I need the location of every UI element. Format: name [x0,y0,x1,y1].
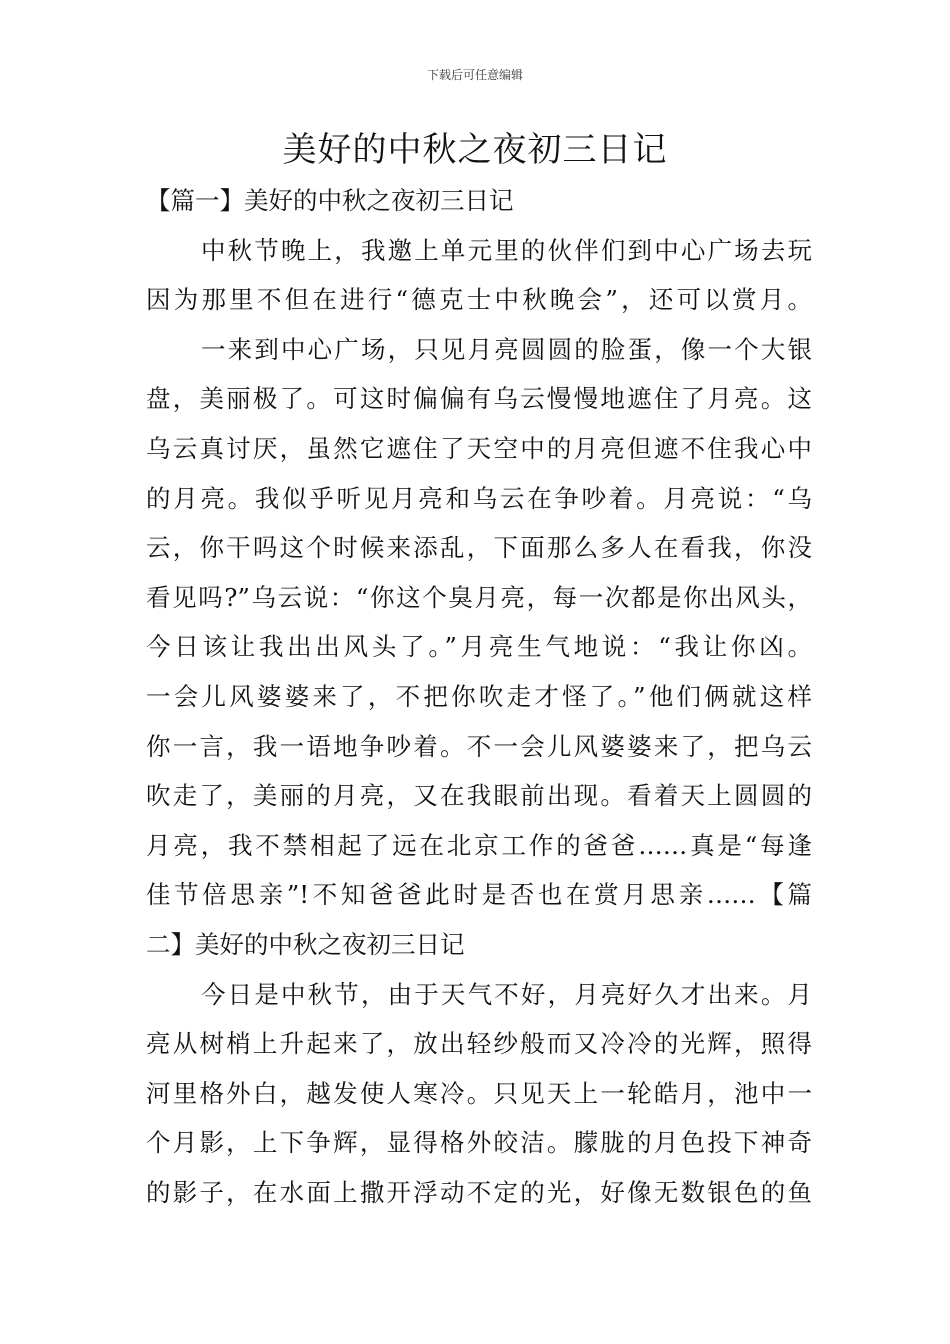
text-line: 亮从树梢上升起来了，放出轻纱般而又冷冷的光辉，照得 [146,1029,812,1059]
text-line: 因为那里不但在进行“德克士中秋晚会”，还可以赏月。 [146,285,812,315]
text-line: 个月影，上下争辉，显得格外皎洁。朦胧的月色投下神奇 [146,1128,812,1158]
text-line: 的影子，在水面上撒开浮动不定的光，好像无数银色的鱼 [146,1177,812,1207]
text-line: 盘，美丽极了。可这时偏偏有乌云慢慢地遮住了月亮。这 [146,384,812,414]
text-line: 你一言，我一语地争吵着。不一会儿风婆婆来了，把乌云 [146,731,812,761]
section-heading: 【篇一】美好的中秋之夜初三日记 [146,186,514,215]
text-line: 乌云真讨厌，虽然它遮住了天空中的月亮但遮不住我心中 [146,433,812,463]
document-body [146,176,812,1217]
text-line: 吹走了，美丽的月亮，又在我眼前出现。看着天上圆圆的 [146,781,812,811]
section-heading: 二】美好的中秋之夜初三日记 [146,929,465,959]
document-title: 美好的中秋之夜初三日记 [282,130,668,170]
text-line: 今日是中秋节，由于天气不好，月亮好久才出来。月 [201,979,812,1009]
text-line: 河里格外白，越发使人寒冷。只见天上一轮皓月，池中一 [146,1078,812,1108]
header-note: 下载后可任意编辑 [426,68,523,82]
text-line: 一来到中心广场，只见月亮圆圆的脸蛋，像一个大银 [201,334,812,364]
text-line: 云，你干吗这个时候来添乱，下面那么多人在看我，你没 [146,533,812,563]
text-line: 月亮，我不禁相起了远在北京工作的爸爸……真是“每逢 [146,830,812,860]
text-line: 看见吗?”乌云说：“你这个臭月亮，每一次都是你出风头， [146,582,812,612]
text-line: 佳节倍思亲”!不知爸爸此时是否也在赏月思亲……【篇 [146,880,812,910]
text-line: 一会儿风婆婆来了，不把你吹走才怪了。”他们俩就这样 [146,681,812,711]
text-line: 的月亮。我似乎听见月亮和乌云在争吵着。月亮说：“乌 [146,483,812,513]
text-line: 今日该让我出出风头了。”月亮生气地说：“我让你凶。 [146,632,812,662]
text-line: 中秋节晚上，我邀上单元里的伙伴们到中心广场去玩 [201,235,812,265]
